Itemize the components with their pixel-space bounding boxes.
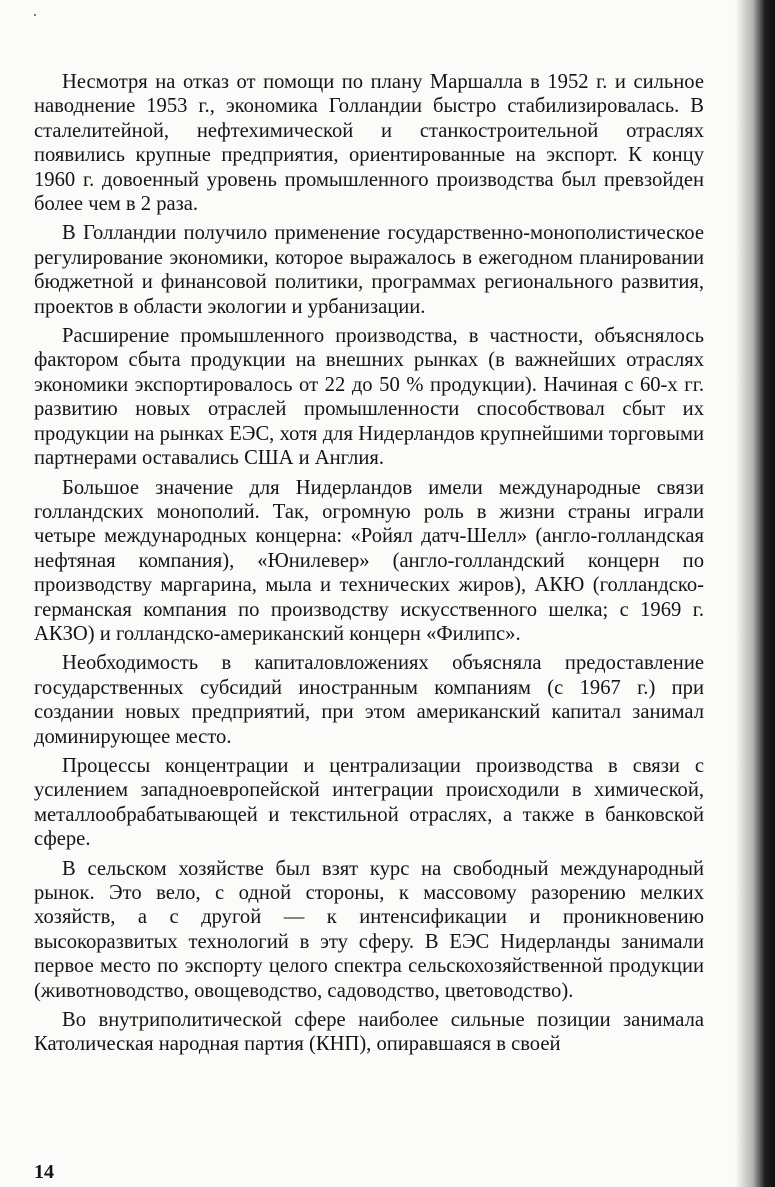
paragraph-1: Несмотря на отказ от помощи по плану Маршалла в 1952 г. и сильное наводнение 1953 г., экономика Голландии быстро стабилизировалась. В сталелитейной, нефтехимической и станкостроительной отраслях появились крупные предприятия, ориентированные на экспорт. К концу 1960 г. довоенный уровень промышленного производства был превзойден более чем в 2 раза.: [34, 71, 704, 216]
paragraph-6: Процессы концентрации и централизации производства в связи с усилением западноевропейской интеграции происходили в химической, металлообрабатывающей и текстильной отраслях, а также в банковской сфере.: [34, 754, 704, 851]
paragraph-8: Во внутриполитической сфере наиболее сильные позиции занимала Католическая народная партия (КНП), опиравшаяся в своей: [34, 1009, 704, 1056]
paragraph-4: Большое значение для Нидерландов имели международные связи голландских монополий. Так, огромную роль в жизни страны играли четыре международных концерна: «Ройял датч-Шелл» (англо-голландская нефтяная компания), «Юнилевер» (англо-голландский концерн по производству маргарина, мыла и технических жиров), АКЮ (голландско-германская компания по производству искусственного шелка; с 1969 г. АКЗО) и голландско-американский концерн «Филипс».: [34, 476, 704, 645]
paragraph-7: В сельском хозяйстве был взят курс на свободный международный рынок. Это вело, с одной стороны, к массовому разорению мелких хозяйств, а с другой — к интенсификации и проникновению высокоразвитых технологий в эту сферу. В ЕЭС Нидерланды занимали первое место по экспорту целого спектра сельскохозяйственной продукции (животноводство, овощеводство, садоводство, цветоводство).: [34, 857, 704, 1002]
body-text: [34, 70, 704, 1062]
page-number: 14: [34, 1161, 54, 1183]
paragraph-5: Необходимость в капиталовложениях объясняла предоставление государственных субсидий иностранным компаниям (с 1967 г.) при создании новых предприятий, при этом американский капитал занимал доминирующее место.: [34, 652, 704, 748]
scan-speck: [34, 14, 36, 16]
book-binding-shadow: [735, 0, 775, 1187]
paragraph-3: Расширение промышленного производства, в частности, объяснялось фактором сбыта продукции на внешних рынках (в важнейших отраслях экономики экспортировалось от 22 до 50 % продукции). Начиная с 60-х гг. развитию новых отраслей промышленности способствовал сбыт их продукции на рынках ЕЭС, хотя для Нидерландов крупнейшими торговыми партнерами оставались США и Англия.: [34, 325, 704, 470]
paragraph-2: В Голландии получило применение государственно-монополистическое регулирование экономики, которое выражалось в ежегодном планировании бюджетной и финансовой политики, программах регионального развития, проектов в области экологии и урбанизации.: [34, 222, 704, 318]
